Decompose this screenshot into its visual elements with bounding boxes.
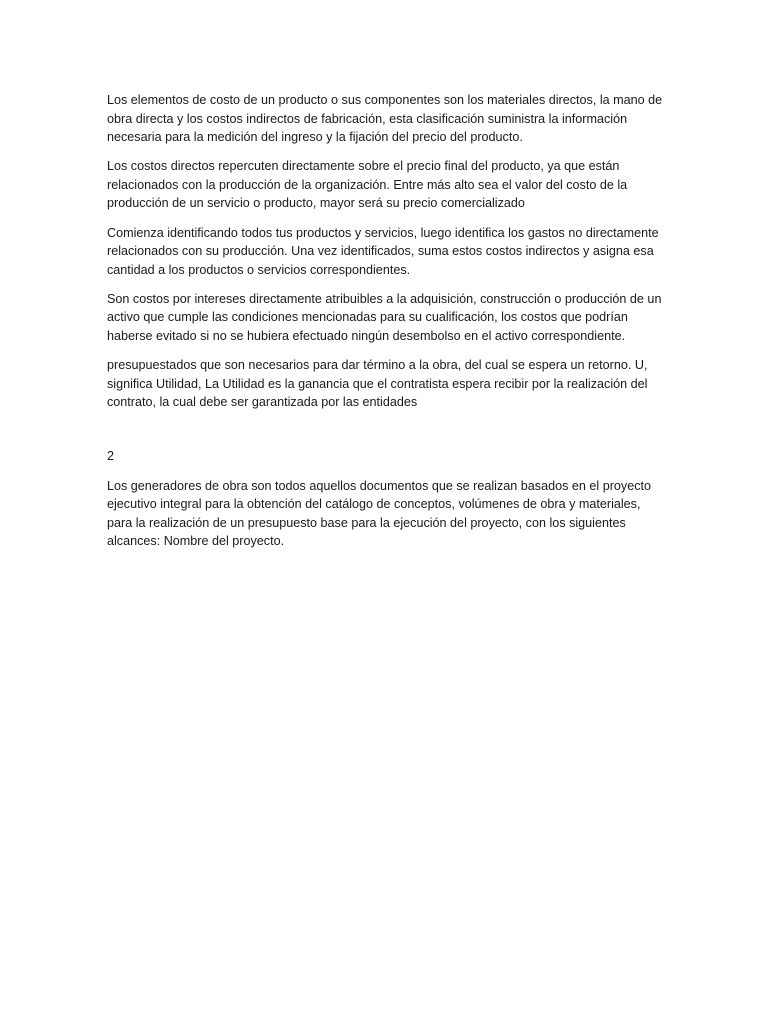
paragraph-interest-costs: Son costos por intereses directamente atribuibles a la adquisición, construcción o producción de un activo que cumple las condiciones mencionadas para su cualificación, los costos que podrían haberse evitado si no se hubiera efectuado ningún desembolso en el activo correspondiente.	[107, 291, 662, 344]
paragraph-direct-costs: Los costos directos repercuten directamente sobre el precio final del producto, ya que están relacionados con la producción de la organización. Entre más alto sea el valor del costo de la producción de un servicio o producto, mayor será su precio comercializado	[107, 159, 628, 211]
section-number: 2	[107, 448, 115, 463]
paragraph-cost-elements: Los elementos de costo de un producto o sus componentes son los materiales directos, la mano de obra directa y los costos indirectos de fabricación, esta clasificación suministra la información necesaria para la medición del ingreso y la fijación del precio del producto.	[107, 93, 663, 145]
paragraph-work-generators: Los generadores de obra son todos aquellos documentos que se realizan basados en el proyecto ejecutivo integral para la obtención del catálogo de conceptos, volúmenes de obra y materiales, para la realización de un presupuesto base para la ejecución del proyecto, con los siguientes alcances: Nombre del proyecto.	[107, 478, 651, 549]
paragraph-identify-costs: Comienza identificando todos tus productos y servicios, luego identifica los gastos no directamente relacionados con su producción. Una vez identificados, suma estos costos indirectos y asigna esa cantidad a los productos o servicios correspondientes.	[107, 225, 659, 277]
document-body	[107, 91, 667, 561]
paragraph-utility: presupuestados que son necesarios para dar término a la obra, del cual se espera un retorno. U, significa Utilidad, La Utilidad es la ganancia que el contratista espera recibir por la realización del contrato, la cual debe ser garantizada por las entidades	[107, 358, 648, 410]
